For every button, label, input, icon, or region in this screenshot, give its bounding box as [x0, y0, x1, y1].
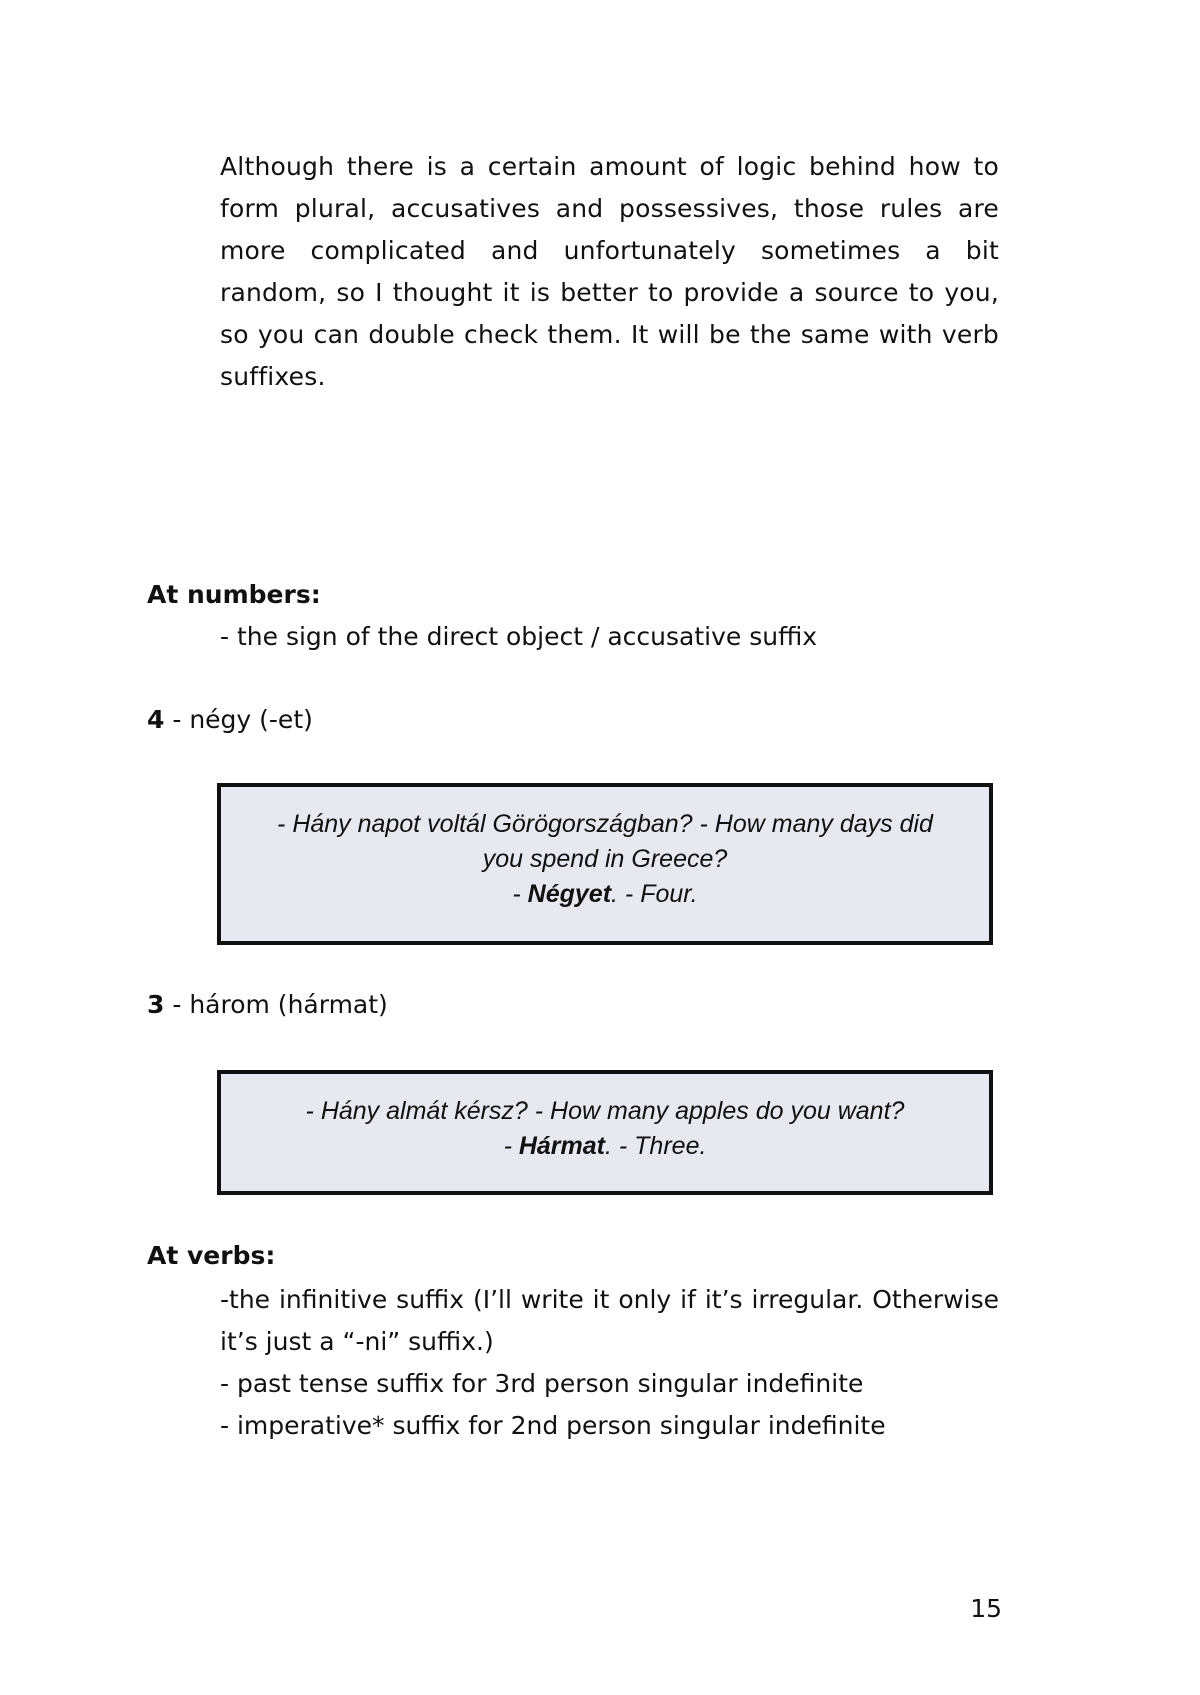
answer-bold: Hármat: [518, 1132, 605, 1160]
example-word: - három (hármat): [164, 990, 388, 1019]
example-question: - Hány napot voltál Görögországban? - How many days did you spend in Greece?: [277, 810, 933, 873]
example-box: [217, 783, 993, 945]
answer-rest: . - Three.: [605, 1132, 707, 1160]
example-word: - négy (-et): [164, 705, 313, 734]
verbs-list: [220, 1279, 999, 1447]
answer-rest: . - Four.: [611, 880, 698, 908]
example-number: 4: [147, 705, 165, 734]
numbers-description: - the sign of the direct object / accusative suffix: [220, 622, 818, 651]
example-number-line: [147, 704, 313, 736]
example-question: - Hány almát kérsz? - How many apples do you want?: [305, 1097, 905, 1125]
example-answer: [221, 1129, 989, 1164]
page-number: 15: [970, 1594, 1002, 1623]
list-item: - past tense suffix for 3rd person singular indefinite: [220, 1369, 864, 1398]
list-item: - imperative* suffix for 2nd person singular indefinite: [220, 1411, 886, 1440]
example-number: 3: [147, 990, 165, 1019]
example-number-line: [147, 989, 388, 1021]
example-answer: [221, 877, 989, 912]
example-box: [217, 1070, 993, 1195]
answer-prefix: -: [512, 880, 528, 908]
answer-bold: Négyet: [527, 880, 612, 908]
answer-prefix: -: [503, 1132, 519, 1160]
numbers-heading: At numbers:: [147, 580, 321, 609]
intro-paragraph: Although there is a certain amount of logic behind how to form plural, accusatives and possessives, those rules are more complicated and unfortunately sometimes a bit random, so I thought it is better to provide a source to you, so you can double check them. It will be the same with verb suffixes.: [220, 152, 999, 391]
list-item: -the infinitive suffix (I’ll write it only if it’s irregular. Otherwise it’s just a “-ni” suffix.): [220, 1285, 999, 1356]
verbs-heading: At verbs:: [147, 1241, 276, 1270]
